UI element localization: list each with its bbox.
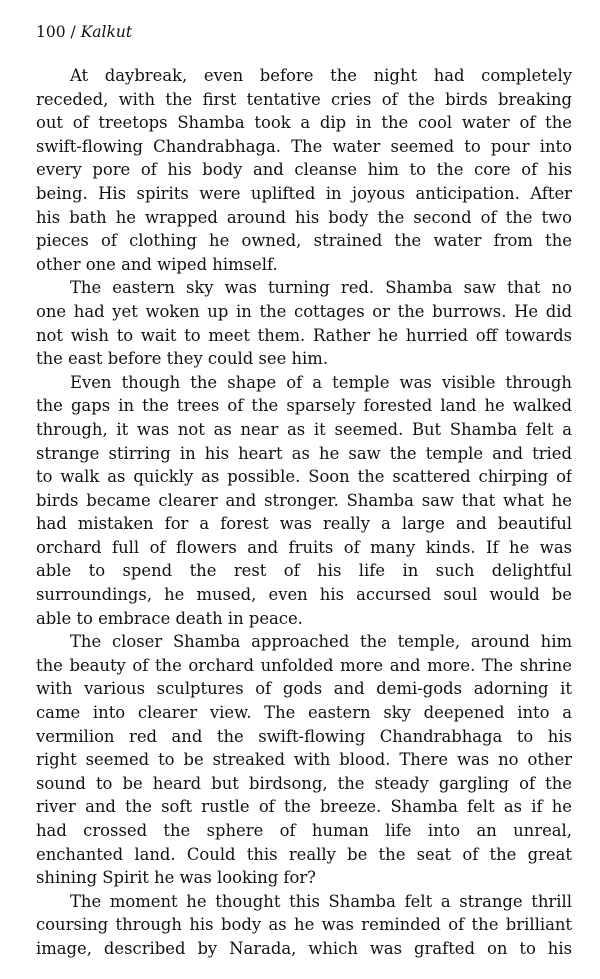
text-line: sound to be heard but birdsong, the steady gargling of the: [36, 773, 572, 793]
text-line: swift-flowing Chandrabhaga. The water seemed to pour into: [36, 136, 572, 156]
text-line: strange stirring in his heart as he saw the temple and tried: [36, 443, 572, 463]
text-line: other one and wiped himself.: [36, 254, 278, 274]
text-line: every pore of his body and cleanse him to the core of his: [36, 160, 572, 180]
text-line: birds became clearer and stronger. Shamba saw that what he: [36, 490, 572, 510]
text-line: Even though the shape of a temple was visible through: [70, 372, 572, 392]
text-line: the east before they could see him.: [36, 349, 329, 369]
text-line: receded, with the first tentative cries of the birds breaking: [36, 89, 572, 109]
paragraph: [36, 890, 572, 961]
text-line: came into clearer view. The eastern sky deepened into a: [36, 703, 572, 723]
text-line: The moment he thought this Shamba felt a strange thrill: [70, 891, 572, 911]
book-title: Kalkut: [80, 23, 133, 41]
text-line: At daybreak, even before the night had completely: [70, 66, 572, 85]
text-line: orchard full of flowers and fruits of many kinds. If he was: [36, 537, 572, 557]
paragraph: [36, 64, 572, 276]
text-line: had mistaken for a forest was really a large and beautiful: [36, 514, 572, 534]
text-line: image, described by Narada, which was grafted on to his: [36, 938, 572, 958]
text-line: able to embrace death in peace.: [36, 608, 303, 628]
header-separator: /: [70, 23, 76, 41]
text-line: coursing through his body as he was reminded of the brilliant: [36, 915, 572, 935]
text-line: able to spend the rest of his life in such delightful: [36, 561, 572, 581]
text-line: surroundings, he mused, even his accursed soul would be: [36, 585, 572, 605]
text-line: pieces of clothing he owned, strained the water from the: [36, 231, 572, 251]
text-line: enchanted land. Could this really be the seat of the great: [36, 844, 572, 864]
text-line: The eastern sky was turning red. Shamba saw that no: [70, 278, 572, 298]
text-line: vermilion red and the swift-flowing Chandrabhaga to his: [36, 726, 572, 746]
text-line: his bath he wrapped around his body the second of the two: [36, 207, 572, 227]
text-line: right seemed to be streaked with blood. There was no other: [36, 750, 572, 770]
text-line: one had yet woken up in the cottages or the burrows. He did: [36, 301, 572, 321]
paragraph: [36, 276, 572, 370]
text-line: river and the soft rustle of the breeze. Shamba felt as if he: [36, 797, 572, 817]
page-number: 100: [36, 23, 66, 41]
text-line: not wish to wait to meet them. Rather he hurried off towards: [36, 325, 572, 345]
text-line: shining Spirit he was looking for?: [36, 868, 316, 888]
text-line: with various sculptures of gods and demi-gods adorning it: [36, 679, 572, 699]
text-line: The closer Shamba approached the temple, around him: [70, 632, 572, 652]
text-line: out of treetops Shamba took a dip in the cool water of the: [36, 113, 572, 133]
text-line: the gaps in the trees of the sparsely forested land he walked: [36, 396, 572, 416]
body-text: [36, 64, 572, 961]
text-line: the beauty of the orchard unfolded more and more. The shrine: [36, 655, 572, 675]
paragraph: [36, 371, 572, 631]
paragraph: [36, 630, 572, 890]
running-head: [36, 22, 132, 42]
text-line: to walk as quickly as possible. Soon the scattered chirping of: [36, 467, 572, 487]
text-line: being. His spirits were uplifted in joyous anticipation. After: [36, 183, 572, 203]
text-line: had crossed the sphere of human life into an unreal,: [36, 821, 572, 840]
text-line: through, it was not as near as it seemed. But Shamba felt a: [36, 419, 572, 439]
